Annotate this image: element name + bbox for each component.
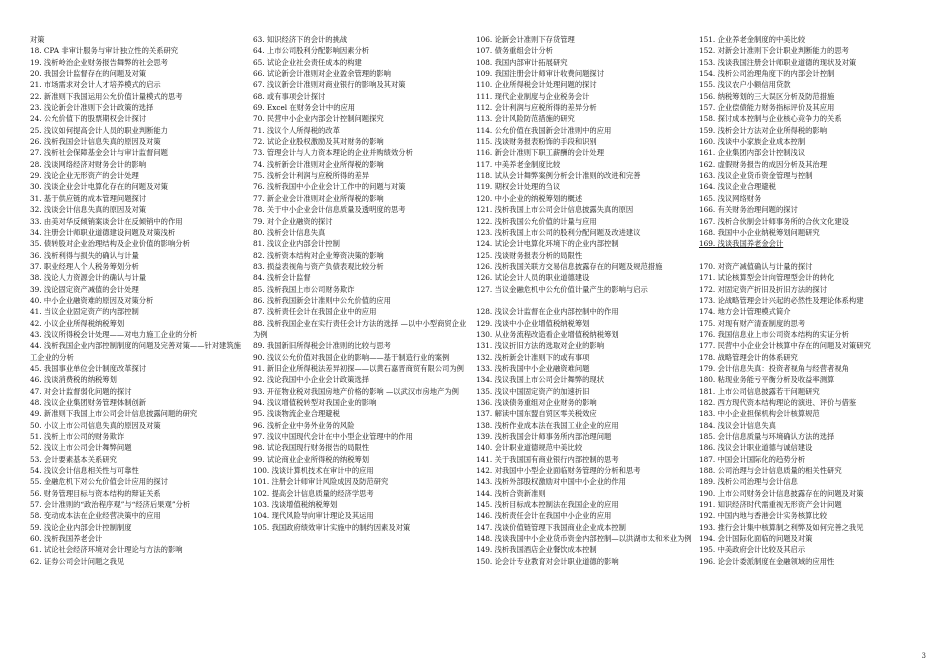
topic-item: 189. 浅析公司治理与会计信息 [699,477,798,487]
topic-item: 88. 浅析我国企业在实行责任会计方法的选择 —以中小型商贸企业为例 [253,318,467,339]
topic-item: 115. 浅谈财务报表粉饰的手段和识别 [476,137,597,147]
topic-item: 72. 试论企业股权激励及其对财务的影响 [253,137,384,147]
topic-item: 188. 公司治理与会计信息质量的相关性研究 [699,466,842,476]
topic-item: 35. 债转股对企业治理结构及企业价值的影响分析 [30,239,190,249]
topic-item: 74. 浅析新会计准则对企业所得税的影响 [253,159,384,169]
topic-item: 193. 推行会计集中核算制之利弊及如何完善之我见 [699,522,864,532]
topic-item: 49. 新准则下我国上市公司会计信息披露问题的研究 [30,409,198,419]
topic-item: 96. 浅析企业中务外业务的风险 [253,420,355,430]
topic-item: 98. 试论我国现行财务报告的局限性 [253,443,370,453]
topic-item: 33. 由美对华反倾销案谈会计在反倾销中的作用 [30,216,183,226]
topic-item: 53. 会计要素基本关系研究 [30,454,117,464]
topic-item: 138. 浅析作业成本法在我国工业企业的应用 [476,420,619,430]
topic-item: 117. 中美养老金制度比较 [476,159,561,169]
topic-list [30,34,920,567]
topic-item: 99. 试论商业企业所得税的纳税筹划 [253,454,370,464]
page-number: 3 [921,652,926,660]
topic-item: 85. 浅析我国上市公司财务欺诈 [253,284,355,294]
topic-item: 121. 浅析我国上市公司会计信息披露失真的原因 [476,205,634,215]
topic-item: 31. 基于供应链的成本管理问题探讨 [30,193,147,203]
topic-item: 45. 我国事业单位会计制度改革探讨 [30,363,147,373]
topic-item: 32. 浅谈会计信息失真的原因及对策 [30,205,147,215]
topic-item: 152. 对新会计准则下会计职业判断能力的思考 [699,46,849,56]
topic-item: 165. 浅议网络财务 [699,193,762,203]
topic-item: 38. 浅论人力资源会计的确认与计量 [30,273,147,283]
topic-item: 162. 虚假财务报告的成因分析及其治理 [699,159,828,169]
topic-item: 82. 浅析资本结构对企业筹资决策的影响 [253,250,384,260]
topic-item: 36. 浅析利得与损失的确认与计量 [30,250,139,260]
topic-item: 146. 浅析责任会计在我国中小企业的应用 [476,511,612,521]
topic-item: 93. 开征物业税对我国房地产价格的影响 —以武汉市房地产为例 [253,386,459,396]
topic-item: 179. 会计信息失真：投资者视角与经营者视角 [699,363,849,373]
topic-item: 22. 新准则下我国运用公允价值计量模式的思考 [30,91,183,101]
spacer [699,250,916,261]
topic-item: 87. 浅析责任会计在我国企业中的应用 [253,307,377,317]
topic-item: 174. 地方会计管理模式简介 [699,307,791,317]
topic-item: 161. 企业集团内部会计控制浅议 [699,148,806,158]
topic-item: 60. 浅析我国养老会计 [30,534,103,544]
topic-item: 42. 小议企业所得税纳税筹划 [30,318,125,328]
topic-column-2 [253,34,470,567]
topic-item: 94. 浅议增值税转型对我国企业的影响 [253,398,377,407]
topic-item: 187. 中国会计国际化的趋势分析 [699,454,806,464]
topic-item: 84. 浅析会计监督 [253,273,311,283]
topic-item: 58. 变动成本法在企业经营决策中的应用 [30,511,161,521]
topic-item: 126. 浅析我国关联方交易信息披露存在的问题及规范措施 [476,261,663,271]
topic-item: 44. 浅析我国企业内部控制制度的问题及完善对策——针对建筑施工企业的分析 [30,341,241,362]
topic-item: 50. 小议上市公司信息失真的原因及对策 [30,420,161,430]
topic-item: 176. 我国信息业上市公司资本结构的实证分析 [699,329,849,339]
topic-item: 185. 会计信息质量与环境确认方法的选择 [699,432,835,442]
topic-item: 177. 民营中小企业会计核算中存在的问题及对策研究 [699,341,871,351]
topic-item: 54. 浅议会计信息相关性与可靠性 [30,466,139,476]
topic-item: 24. 公允价值下的股票期权会计探讨 [30,114,147,124]
topic-item: 34. 注册会计师职业道德建设问题及对策浅析 [30,227,176,237]
spacer [476,295,693,306]
topic-item: 129. 浅谈中小企业增值税纳税筹划 [476,318,590,328]
topic-item: 41. 当议企业固定资产的内部控制 [30,307,139,317]
topic-item: 172. 对固定资产折旧及折旧方法的探讨 [699,284,828,294]
topic-item: 110. 企业所得税会计处理问题的探讨 [476,80,597,90]
topic-item: 62. 证券公司会计问题之我见 [30,556,125,566]
topic-item: 25. 浅议如何提高会计人员的职业判断能力 [30,125,168,135]
topic-item: 136. 浅谈债务重组对企业财务的影响 [476,398,597,407]
topic-item: 对策 [30,35,45,44]
topic-item: 43. 浅议所得税会计处理——对电力施工企业的分析 [30,329,198,339]
topic-item: 135. 浅议中国固定资产的加速折旧 [476,386,590,396]
topic-item: 108. 我国内部审计拓展研究 [476,57,568,67]
topic-item: 131. 浅议折旧方法的选取对企业的影响 [476,341,605,351]
topic-item: 23. 浅论新会计准则下会计政策的选择 [30,103,154,113]
topic-item: 118. 试从会计舞弊案例分析会计准则的改进和完善 [476,171,641,181]
topic-item: 182. 西方现代资本结构理论的演进、评价与借鉴 [699,398,857,407]
topic-item: 112. 会计利润与应税所得的差异分析 [476,103,597,113]
topic-item: 111. 现代企业制度与企业税务会计 [476,91,590,101]
topic-item: 100. 浅谈计算机技术在审计中的应用 [253,466,374,476]
topic-item: 154. 浅析公司治理角度下的内部会计控制 [699,69,835,79]
topic-item: 83. 损益表视角与资产负债表观比较分析 [253,261,384,271]
topic-item: 109. 我国注册会计师审计收费问题探讨 [476,69,605,79]
topic-item: 163. 浅议企业货币资金管理与控制 [699,171,813,181]
topic-item: 157. 企业偿债能力财务指标评价及其应用 [699,103,835,113]
topic-item: 37. 职业经理人个人税务筹划分析 [30,261,139,271]
topic-item: 171. 试论核算型会计向管理型会计的转化 [699,273,835,283]
topic-item: 48. 浅议企业集团财务管理体制创新 [30,398,147,407]
topic-item: 134. 浅议我国上市公司会计舞弊的现状 [476,375,605,385]
topic-item: 55. 金融危机下对公允价值会计应用的探讨 [30,477,168,487]
topic-item: 61. 试论社会经济环境对会计理论与方法的影响 [30,545,183,555]
topic-item: 26. 浅析我国会计信息失真的原因及对策 [30,137,161,147]
topic-item: 39. 浅论固定资产减值的会计处理 [30,284,139,294]
topic-item: 68. 或有事项会计探讨 [253,91,326,101]
topic-column-3 [476,34,693,567]
topic-item: 106. 论新会计准则下存货管理 [476,35,575,44]
topic-item: 66. 试论新会计准则对企业盈余管理的影响 [253,69,391,79]
topic-item: 167. 浅析合伙制会计师事务所的合伙文化建设 [699,216,849,226]
topic-item: 104. 现代风险导向审计理论及其运用 [253,511,374,521]
topic-item: 57. 会计准则的“政治程序观”与“经济后果观”分析 [30,500,191,510]
topic-item: 75. 浅析会计利润与应税所得的差异 [253,171,370,181]
topic-item: 86. 浅析我国新会计准则中公允价值的应用 [253,295,391,305]
topic-item: 73. 管理会计与人力资本理论的企业并购绩效分析 [253,148,413,158]
topic-item: 159. 浅析会计方法对企业所得税的影响 [699,125,828,135]
topic-item: 120. 中小企业的纳税筹划的概述 [476,193,583,203]
topic-item: 126. 试论会计人员的职业道德建设 [476,273,590,283]
topic-item: 181. 上市公司信息披露若干问题研究 [699,386,820,396]
topic-item: 148. 浅谈我国中小企业货币资金内部控制—以洪湖市太和米业为例 [476,534,692,544]
topic-item: 140. 会计职业道德规范中美比较 [476,443,583,453]
topic-item: 92. 浅论我国中小企业会计政策选择 [253,375,370,385]
topic-item: 123. 浅析我国上市公司的股利分配问题及改进建议 [476,227,641,237]
topic-item: 65. 试论企业社会责任成本的构建 [253,57,362,67]
topic-item: 128. 浅议会计监督在企业内部控制中的作用 [476,307,619,317]
topic-item: 142. 对我国中小型企业面临财务管理的分析和思考 [476,466,641,476]
topic-item: 144. 浅析合资新准则 [476,488,546,498]
topic-item: 89. 我国新旧所得税会计准则的比较与思考 [253,341,391,351]
topic-item: 150. 论会计专业教育对会计职业道德的影响 [476,556,619,566]
topic-item: 153. 浅谈我国注册会计师职业道德的现状及对策 [699,57,857,67]
topic-item: 133. 浅析我国中小企业融资难问题 [476,363,590,373]
topic-item: 196. 论会计委派制度在金融领域的应用性 [699,556,835,566]
topic-item: 173. 论战略管理会计兴起的必然性及理论体系构建 [699,295,864,305]
topic-item: 145. 浅析目标成本控制法在我国企业的应用 [476,500,619,510]
topic-item: 71. 浅议个人所得税的改革 [253,125,340,135]
topic-item: 175. 对现有财产清查制度的思考 [699,318,806,328]
topic-item: 124. 试论会计电算化环境下的企业内部控制 [476,239,619,249]
topic-item: 184. 浅议会计信息失真 [699,420,776,430]
topic-column-4 [699,34,916,567]
topic-item: 191. 知识经济时代需重视无形资产会计问题 [699,500,842,510]
topic-item: 137. 解读中国东盟自贸区零关税效应 [476,409,597,419]
topic-item: 164. 浅议企业合理避税 [699,182,776,192]
topic-item: 64. 上市公司股利分配影响因素分析 [253,46,370,56]
topic-item: 28. 浅谈网络经济对财务会计的影响 [30,159,147,169]
topic-item: 194. 会计国际化面临的问题及对策 [699,534,813,544]
topic-item: 151. 企业养老金制度的中美比较 [699,35,806,44]
topic-item: 186. 浅议会计职业道德与诚信建设 [699,443,813,453]
topic-item: 105. 我国政府绩效审计实施中的制约因素及对策 [253,522,411,532]
topic-item: 77. 新企业会计准则对企业所得税的影响 [253,193,384,203]
topic-item: 139. 浅析我国会计师事务所内部治理问题 [476,432,612,442]
topic-item: 127. 当议金融危机中公允价值计量产生的影响与启示 [476,284,648,294]
topic-item: 18. CPA 非审计服务与审计独立性的关系研究 [30,46,179,56]
topic-item: 70. 民营中小企业内部会计控制问题探究 [253,114,384,124]
topic-item: 169. 浅谈我国养老金会计 [699,239,784,249]
topic-item: 116. 新会计准则下职工薪酬的会计处理 [476,148,605,158]
topic-item: 29. 浅论企业无形资产的会计处理 [30,171,139,181]
topic-item: 78. 关于中小企业会计信息质量及透明度的思考 [253,205,406,215]
topic-item: 195. 中美政府会计比较及其启示 [699,545,806,555]
topic-item: 107. 债务重组会计分析 [476,46,553,56]
topic-item: 132. 浅析新会计准则下的或有事项 [476,352,590,362]
topic-item: 81. 浅议企业内部会计控制 [253,239,340,249]
topic-item: 130. 从业务流程改造看企业增值税纳税筹划 [476,329,619,339]
topic-item: 147. 浅谈价值链管理下我国商业企业成本控制 [476,522,626,532]
topic-item: 51. 浅析上市公司的财务欺诈 [30,432,125,442]
topic-item: 21. 市场需求对会计人才培养模式的启示 [30,80,161,90]
topic-item: 90. 浅议公允价值对我国企业的影响——基于制造行业的案例 [253,352,450,362]
topic-item: 160. 浅谈中小家族企业成本控制 [699,137,806,147]
topic-item: 19. 浅析岭治企业财务报告舞弊的社会思考 [30,57,168,67]
topic-item: 149. 浅析我国酒店企业餐饮成本控制 [476,545,597,555]
topic-item: 156. 纳税筹划的三大误区分析及防范措施 [699,91,835,101]
topic-item: 27. 浅析社会保障基金会计与审计监督问题 [30,148,168,158]
topic-item: 114. 公允价值在我国新会计准则中的应用 [476,125,612,135]
topic-item: 155. 浅议农户小额信用贷款 [699,80,791,90]
topic-item: 158. 探讨成本控制与企业核心竞争力的关系 [699,114,842,124]
topic-item: 113. 会计风险防范措施的研究 [476,114,575,124]
topic-item: 190. 上市公司财务会计信息披露存在的问题及对策 [699,488,864,498]
topic-item: 141. 关于我国国有商业银行内部控制的思考 [476,454,619,464]
topic-item: 59. 浅论企业内部会计控制制度 [30,522,132,532]
topic-item: 52. 浅议上市公司会计舞弊问题 [30,443,132,453]
topic-item: 80. 浅析会计信息失真 [253,227,326,237]
topic-item: 170. 对资产减值确认与计量的探讨 [699,261,813,271]
topic-item: 103. 浅谈增值税纳税筹划 [253,500,338,510]
topic-item: 122. 浅析我国公允价值的计量与应用 [476,216,597,226]
topic-item: 56. 财务管理目标与资本结构的辩证关系 [30,488,161,498]
topic-item: 47. 对会计监督弱化问题的探讨 [30,386,132,396]
topic-item: 95. 浅谈物流企业合理避税 [253,409,340,419]
topic-item: 97. 浅议中国现代会计在中小型企业管理中的作用 [253,432,413,442]
topic-item: 102. 提高会计信息质量的经济学思考 [253,488,374,498]
topic-item: 91. 新旧企业所得税法差异初探——以黄石嘉晋商贸有限公司为例 [253,363,464,373]
topic-item: 125. 浅谈财务报表分析的局限性 [476,250,583,260]
topic-item: 101. 注册会计师审计风险成因及防范研究 [253,477,389,487]
topic-item: 143. 浅析外部股权激励对中国中小企业的作用 [476,477,626,487]
topic-item: 46. 浅谈消费税的纳税筹划 [30,375,117,385]
topic-item: 76. 浅析我国中小企业会计工作中的问题与对策 [253,182,406,192]
topic-item: 119. 期权会计处理的刍议 [476,182,561,192]
topic-item: 40. 中小企业融资难的原因及对策分析 [30,295,154,305]
topic-item: 30. 浅谈企业会计电算化存在的问题及对策 [30,182,168,192]
topic-item: 166. 有关财务治理问题的探讨 [699,205,798,215]
topic-item: 168. 我国中小企业纳税筹划问题研究 [699,227,820,237]
topic-column-1 [30,34,247,567]
topic-item: 20. 我国会计监督存在的问题及对策 [30,69,147,79]
topic-item: 79. 对个企业融资的探讨 [253,216,333,226]
topic-item: 63. 知识经济下的会计的挑战 [253,35,348,44]
topic-item: 69. Excel 在财务会计中的应用 [253,103,356,113]
topic-item: 180. 粘现业务能亏平衡分析及收益率测算 [699,375,835,385]
topic-item: 192. 中国内地与香港会计实务核算比较 [699,511,828,521]
topic-item: 183. 中小企业担保机构会计核算规范 [699,409,820,419]
topic-item: 178. 战略管理会计的体系研究 [699,352,798,362]
topic-item: 67. 浅议新会计准则对商业银行的影响及其对策 [253,80,406,90]
